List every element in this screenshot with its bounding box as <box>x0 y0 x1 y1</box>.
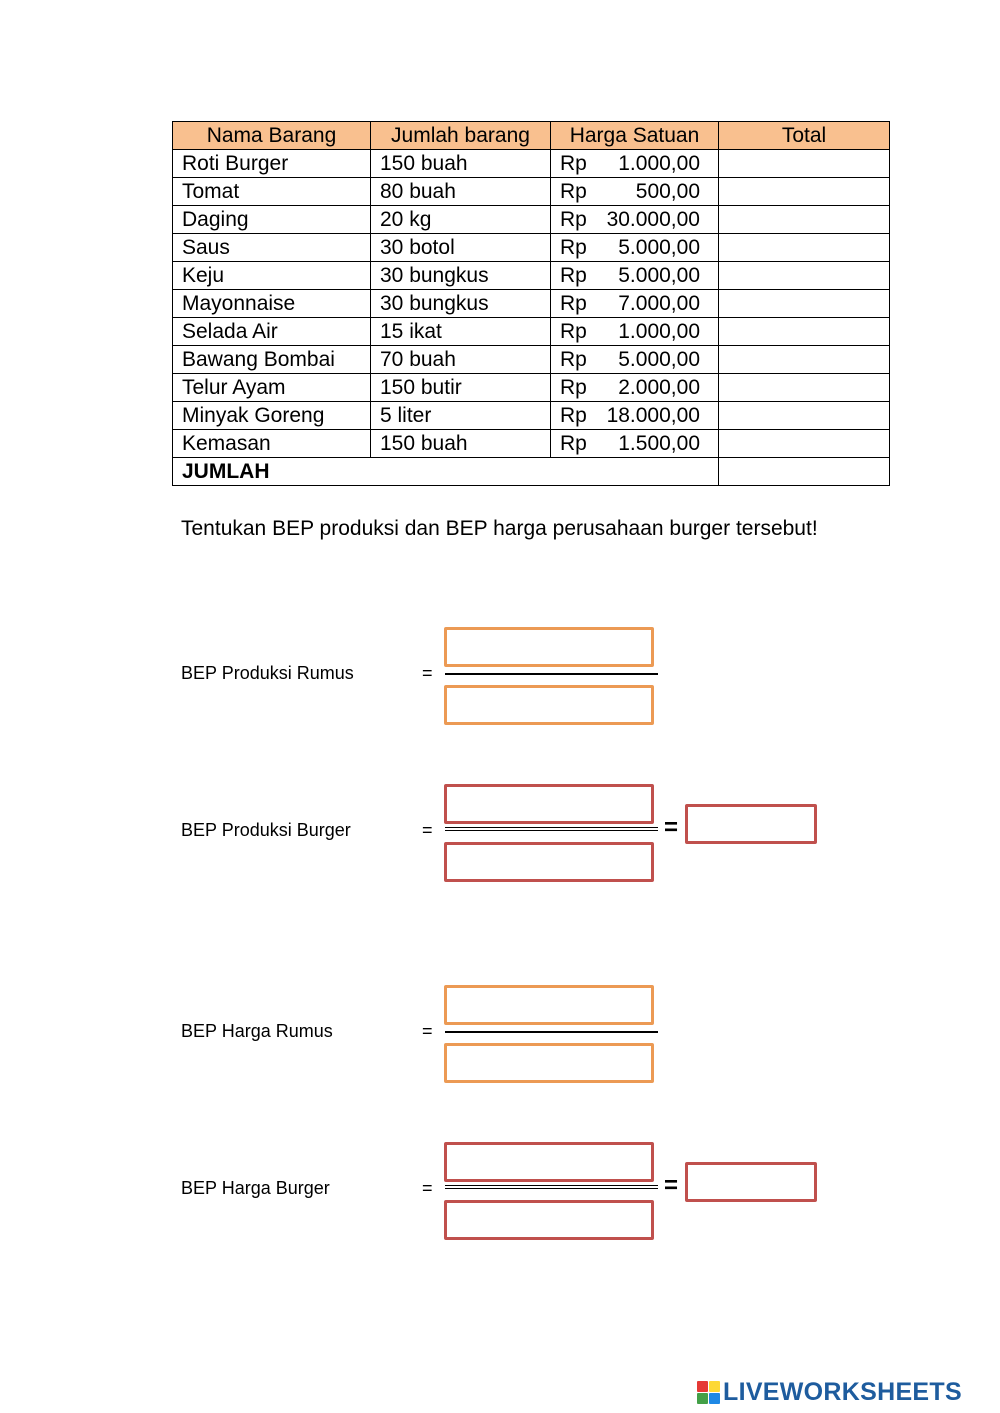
item-price-cell <box>551 374 719 402</box>
item-name-cell: Tomat <box>173 178 371 206</box>
item-qty-cell: 150 butir <box>371 374 551 402</box>
currency-label: Rp <box>560 404 587 427</box>
table-row <box>173 150 890 178</box>
bep-harga-burger-label: BEP Harga Burger <box>181 1178 330 1198</box>
item-name-cell: Bawang Bombai <box>173 346 371 374</box>
price-amount: 2.000,00 <box>618 376 700 399</box>
jumlah-label: JUMLAH <box>173 458 719 486</box>
price-amount: 5.000,00 <box>618 236 700 259</box>
item-qty-cell: 20 kg <box>371 206 551 234</box>
bep-harga-burger-result-input[interactable] <box>685 1162 817 1202</box>
liveworksheets-logo-icon <box>697 1381 721 1405</box>
item-name-cell: Keju <box>173 262 371 290</box>
fraction-line <box>445 1031 658 1033</box>
instruction-text: Tentukan BEP produksi dan BEP harga perusahaan burger tersebut! <box>181 517 818 540</box>
bep-harga-burger-denominator-input[interactable] <box>444 1200 654 1240</box>
currency-label: Rp <box>560 152 587 175</box>
currency-label: Rp <box>560 376 587 399</box>
table-row <box>173 430 890 458</box>
price-amount: 1.500,00 <box>618 432 700 455</box>
item-price-cell <box>551 262 719 290</box>
item-price-cell <box>551 402 719 430</box>
header-harga-satuan: Harga Satuan <box>551 122 719 150</box>
header-jumlah-barang: Jumlah barang <box>371 122 551 150</box>
table-row <box>173 206 890 234</box>
item-qty-cell: 15 ikat <box>371 318 551 346</box>
table-row <box>173 262 890 290</box>
fraction-line <box>445 827 658 828</box>
item-total-cell[interactable] <box>719 374 890 402</box>
equals-sign: = <box>422 820 433 840</box>
result-equals-sign: = <box>664 814 679 841</box>
item-qty-cell: 30 botol <box>371 234 551 262</box>
jumlah-row <box>173 458 890 486</box>
item-name-cell: Minyak Goreng <box>173 402 371 430</box>
fraction-line <box>445 1185 658 1186</box>
price-amount: 30.000,00 <box>606 208 700 231</box>
fraction-line <box>445 673 658 675</box>
bep-produksi-burger-result-input[interactable] <box>685 804 817 844</box>
bep-harga-burger-numerator-input[interactable] <box>444 1142 654 1182</box>
item-price-cell <box>551 150 719 178</box>
item-price-cell <box>551 178 719 206</box>
liveworksheets-brand <box>697 1378 962 1407</box>
currency-label: Rp <box>560 292 587 315</box>
item-qty-cell: 30 bungkus <box>371 262 551 290</box>
item-total-cell[interactable] <box>719 206 890 234</box>
item-name-cell: Daging <box>173 206 371 234</box>
price-amount: 500,00 <box>635 180 700 203</box>
bep-produksi-rumus-label: BEP Produksi Rumus <box>181 663 354 683</box>
currency-label: Rp <box>560 320 587 343</box>
currency-label: Rp <box>560 208 587 231</box>
item-total-cell[interactable] <box>719 262 890 290</box>
currency-label: Rp <box>560 264 587 287</box>
price-amount: 1.000,00 <box>618 152 700 175</box>
table-row <box>173 374 890 402</box>
item-total-cell[interactable] <box>719 150 890 178</box>
item-total-cell[interactable] <box>719 402 890 430</box>
item-name-cell: Roti Burger <box>173 150 371 178</box>
item-name-cell: Kemasan <box>173 430 371 458</box>
item-price-cell <box>551 346 719 374</box>
item-total-cell[interactable] <box>719 318 890 346</box>
currency-label: Rp <box>560 236 587 259</box>
header-nama-barang: Nama Barang <box>173 122 371 150</box>
item-price-cell <box>551 234 719 262</box>
result-equals-sign: = <box>664 1172 679 1199</box>
currency-label: Rp <box>560 180 587 203</box>
item-total-cell[interactable] <box>719 290 890 318</box>
item-price-cell <box>551 206 719 234</box>
brand-text: LIVEWORKSHEETS <box>723 1378 962 1406</box>
bep-produksi-burger-denominator-input[interactable] <box>444 842 654 882</box>
bep-produksi-rumus-numerator-input[interactable] <box>444 627 654 667</box>
price-amount: 18.000,00 <box>606 404 700 427</box>
header-total: Total <box>719 122 890 150</box>
item-qty-cell: 150 buah <box>371 150 551 178</box>
item-qty-cell: 30 bungkus <box>371 290 551 318</box>
item-qty-cell: 80 buah <box>371 178 551 206</box>
item-name-cell: Telur Ayam <box>173 374 371 402</box>
item-qty-cell: 5 liter <box>371 402 551 430</box>
equals-sign: = <box>422 663 433 683</box>
price-amount: 7.000,00 <box>618 292 700 315</box>
table-body <box>173 150 890 458</box>
item-qty-cell: 150 buah <box>371 430 551 458</box>
items-table <box>172 121 890 486</box>
item-name-cell: Saus <box>173 234 371 262</box>
item-qty-cell: 70 buah <box>371 346 551 374</box>
item-price-cell <box>551 318 719 346</box>
bep-harga-rumus-numerator-input[interactable] <box>444 985 654 1025</box>
item-total-cell[interactable] <box>719 178 890 206</box>
currency-label: Rp <box>560 432 587 455</box>
item-total-cell[interactable] <box>719 234 890 262</box>
item-price-cell <box>551 430 719 458</box>
table-row <box>173 346 890 374</box>
item-price-cell <box>551 290 719 318</box>
bep-harga-rumus-label: BEP Harga Rumus <box>181 1021 333 1041</box>
price-amount: 5.000,00 <box>618 348 700 371</box>
item-name-cell: Mayonnaise <box>173 290 371 318</box>
price-amount: 1.000,00 <box>618 320 700 343</box>
jumlah-total-cell[interactable] <box>719 458 890 486</box>
price-amount: 5.000,00 <box>618 264 700 287</box>
table-row <box>173 234 890 262</box>
table-row <box>173 178 890 206</box>
bep-produksi-rumus-denominator-input[interactable] <box>444 685 654 725</box>
equals-sign: = <box>422 1178 433 1198</box>
item-name-cell: Selada Air <box>173 318 371 346</box>
table-row <box>173 318 890 346</box>
currency-label: Rp <box>560 348 587 371</box>
bep-produksi-burger-label: BEP Produksi Burger <box>181 820 351 840</box>
table-header-row <box>173 122 890 150</box>
item-total-cell[interactable] <box>719 430 890 458</box>
table-row <box>173 290 890 318</box>
bep-produksi-burger-numerator-input[interactable] <box>444 784 654 824</box>
equals-sign: = <box>422 1021 433 1041</box>
item-total-cell[interactable] <box>719 346 890 374</box>
bep-harga-rumus-denominator-input[interactable] <box>444 1043 654 1083</box>
table-row <box>173 402 890 430</box>
